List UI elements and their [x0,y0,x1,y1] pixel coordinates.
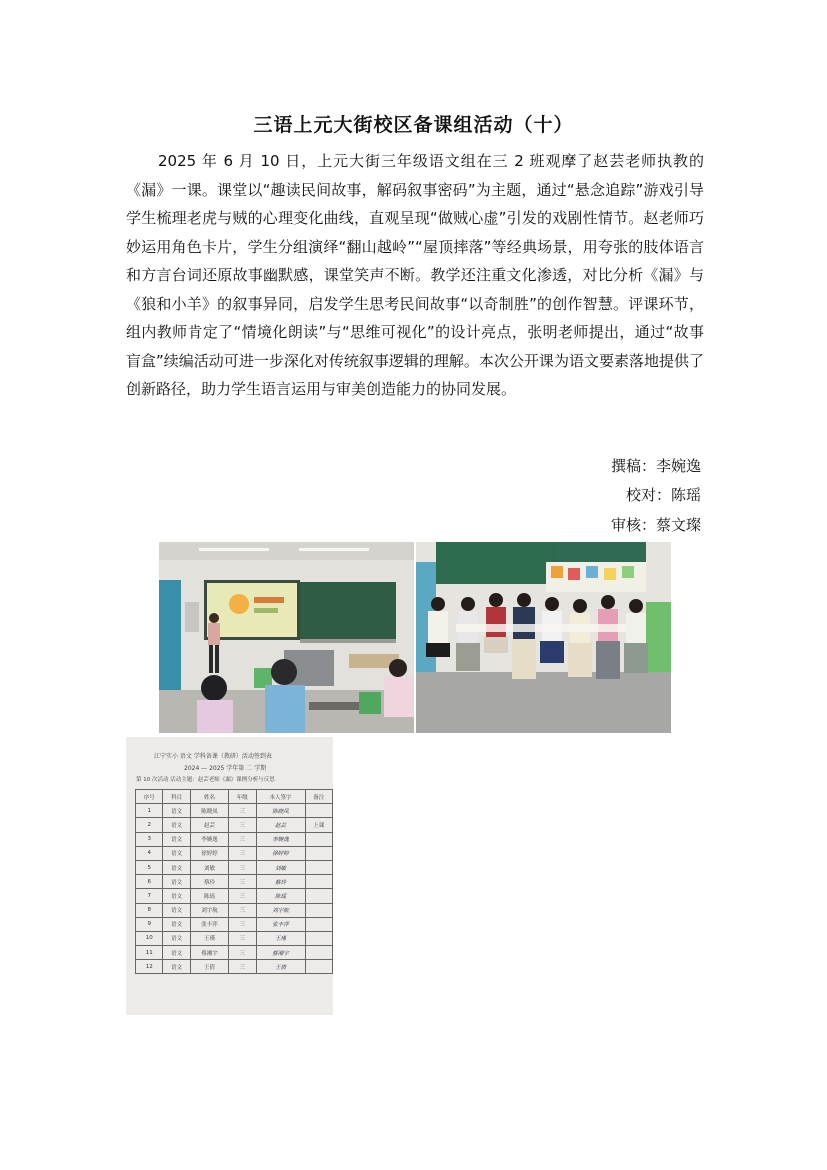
table-row [136,917,333,931]
signature-cell: 陈瑶 [256,889,305,903]
table-cell: 蔡玲 [190,875,228,889]
table-cell: 三 [229,832,256,846]
table-row [136,846,333,860]
teachers-scene [416,542,671,733]
credit-writer: 撰稿：李婉逸 [610,457,701,475]
table-cell: 三 [229,931,256,945]
table-cell: 语文 [163,832,190,846]
table-cell: 李婉逸 [190,832,228,846]
sheet-header-term: 2024 — 2025 学年第 二 学期 [184,765,267,772]
credit-reviewer: 审核：蔡文璨 [610,516,701,534]
teachers-group-photo [416,542,671,733]
table-cell [305,960,332,974]
table-row [136,875,333,889]
signature-cell: 徐婷婷 [256,846,305,860]
table-cell [305,875,332,889]
table-cell: 9 [136,917,163,931]
table-cell: 三 [229,818,256,832]
table-cell: 张丰萍 [190,917,228,931]
table-cell: 三 [229,860,256,874]
table-row [136,860,333,874]
col-signature: 本人签字 [256,790,305,804]
table-cell: 语文 [163,946,190,960]
table-cell: 语文 [163,889,190,903]
sheet-header-title: 江宁实小 语文 学科备课（教研）活动签到表 [154,753,272,760]
table-cell: 三 [229,903,256,917]
table-cell [305,846,332,860]
credit-proofreader: 校对：陈瑶 [625,486,701,504]
table-row [136,931,333,945]
sign-in-table [135,789,333,974]
table-cell: 语文 [163,875,190,889]
table-row [136,889,333,903]
article-title: 三语上元大街校区备课组活动（十） [253,114,574,136]
sheet-header-topic: 第 10 次活动 活动主题：赵芸老师《漏》课例分析与反思 [136,777,275,783]
table-cell: 赵芸 [190,818,228,832]
table-cell: 语文 [163,917,190,931]
table-cell: 12 [136,960,163,974]
table-cell: 5 [136,860,163,874]
signature-cell: 王倩 [256,960,305,974]
table-cell: 上课 [305,818,332,832]
table-row [136,804,333,818]
table-cell: 语文 [163,960,190,974]
table-row [136,832,333,846]
table-cell: 三 [229,889,256,903]
signature-cell: 刘宇航 [256,903,305,917]
table-cell: 语文 [163,846,190,860]
table-cell: 1 [136,804,163,818]
table-cell: 陈晓凤 [190,804,228,818]
table-cell: 三 [229,960,256,974]
signature-cell: 刘敏 [256,860,305,874]
table-row [136,818,333,832]
signature-cell: 蔡玲 [256,875,305,889]
table-cell: 语文 [163,818,190,832]
table-cell [305,946,332,960]
table-cell [305,804,332,818]
table-cell: 三 [229,875,256,889]
table-cell: 三 [229,804,256,818]
table-cell: 三 [229,917,256,931]
signature-cell: 赵芸 [256,818,305,832]
table-cell [305,903,332,917]
col-no: 序号 [136,790,163,804]
table-cell: 王倩 [190,960,228,974]
table-cell: 8 [136,903,163,917]
table-header-row [136,790,333,804]
table-cell: 三 [229,946,256,960]
table-row [136,960,333,974]
col-grade: 年级 [229,790,256,804]
classroom-lesson-photo [159,542,414,733]
table-cell: 4 [136,846,163,860]
signature-cell: 李婉逸 [256,832,305,846]
table-cell [305,889,332,903]
table-cell: 10 [136,931,163,945]
table-cell [305,832,332,846]
table-cell: 三 [229,846,256,860]
table-cell: 刘敏 [190,860,228,874]
table-cell: 语文 [163,804,190,818]
table-cell: 陈瑶 [190,889,228,903]
signature-cell: 蔡湘宇 [256,946,305,960]
table-cell [305,917,332,931]
table-cell: 语文 [163,903,190,917]
classroom-scene [159,542,414,733]
table-cell: 11 [136,946,163,960]
signature-cell: 张丰萍 [256,917,305,931]
table-cell: 3 [136,832,163,846]
article-paragraph: 2025 年 6 月 10 日，上元大街三年级语文组在三 2 班观摩了赵芸老师执教的《漏》一课。课堂以“趣读民间故事，解码叙事密码”为主题，通过“悬念追踪”游戏引导学生梳理老虎与贼的心理变化曲线，直观呈现“做贼心虚”引发的戏剧性情节。赵老师巧妙运用角色卡片，学生分组演绎“翻山越岭”“屋顶摔落”等经典场景，用夸张的肢体语言和方言台词还原故事幽默感，课堂笑声不断。教学还注重文化渗透，对比分析《漏》与《狼和小羊》的叙事异同，启发学生思考民间故事“以奇制胜”的创作智慧。评课环节，组内教师肯定了“情境化朗读”与“思维可视化”的设计亮点，张明老师提出，通过“故事盲盒”续编活动可进一步深化对传统叙事逻辑的理解。本次公开课为语文要素落地提供了创新路径，助力学生语言运用与审美创造能力的协同发展。 [126,152,704,398]
table-cell: 6 [136,875,163,889]
table-row [136,903,333,917]
table-cell: 2 [136,818,163,832]
col-subject: 科目 [163,790,190,804]
table-cell: 徐婷婷 [190,846,228,860]
col-remark: 备注 [305,790,332,804]
table-row [136,946,333,960]
signature-cell: 王瑾 [256,931,305,945]
table-cell [305,931,332,945]
table-cell: 王瑾 [190,931,228,945]
table-cell: 刘宇航 [190,903,228,917]
table-cell: 语文 [163,931,190,945]
signature-cell: 陈晓凤 [256,804,305,818]
col-name: 姓名 [190,790,228,804]
table-cell: 7 [136,889,163,903]
table-cell [305,860,332,874]
table-cell: 语文 [163,860,190,874]
sign-in-sheet-photo [126,737,333,1015]
table-cell: 蔡湘宇 [190,946,228,960]
